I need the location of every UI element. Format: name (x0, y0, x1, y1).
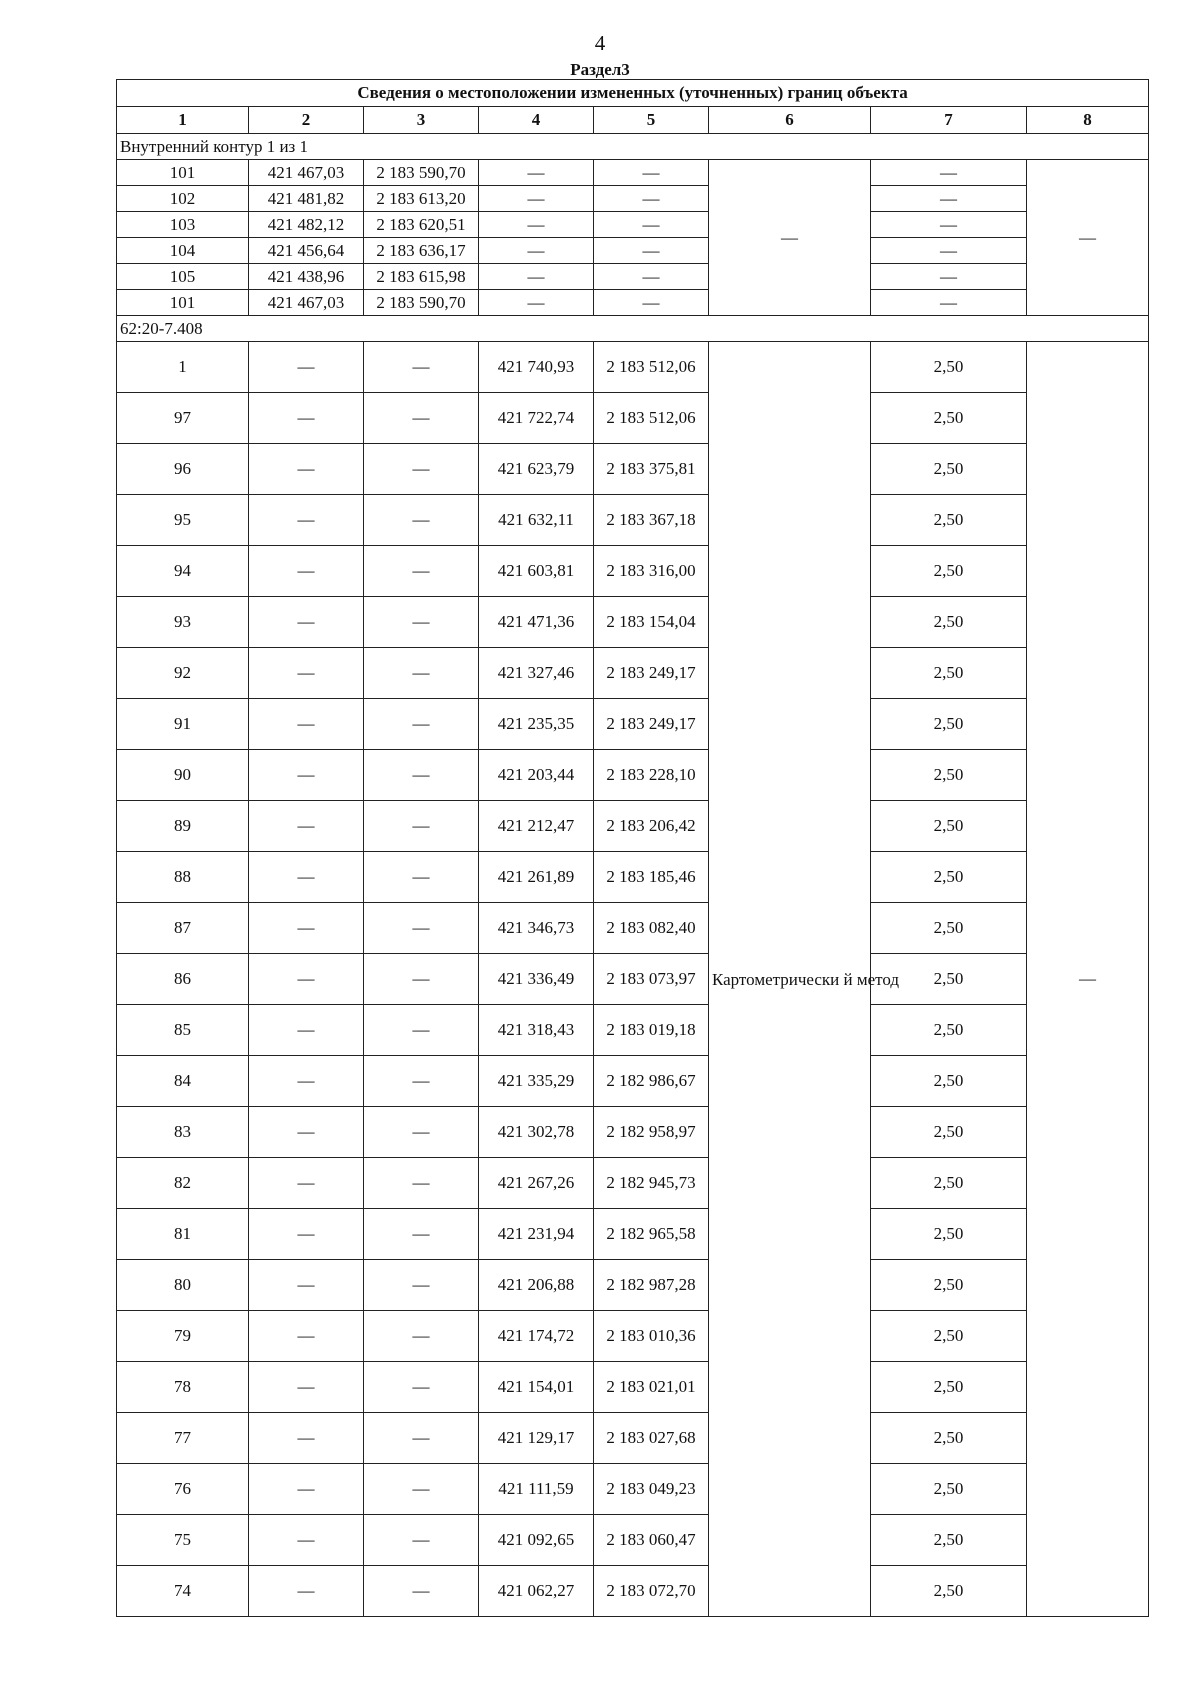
x-old-cell: — (249, 342, 364, 393)
point-number-cell: 104 (117, 238, 249, 264)
x-new-cell: — (479, 238, 594, 264)
table-row (117, 750, 1149, 801)
point-number-cell: 96 (117, 444, 249, 495)
x-coordinate-cell: 421 456,64 (249, 238, 364, 264)
point-number-cell: 84 (117, 1056, 249, 1107)
x-coordinate-cell: 421 206,88 (479, 1260, 594, 1311)
point-number-cell: 85 (117, 1005, 249, 1056)
x-old-cell: — (249, 1413, 364, 1464)
point-number-cell: 101 (117, 160, 249, 186)
table-row (117, 852, 1149, 903)
y-coordinate-cell: 2 182 945,73 (594, 1158, 709, 1209)
y-old-cell: — (364, 1413, 479, 1464)
point-number-cell: 105 (117, 264, 249, 290)
point-number-cell: 86 (117, 954, 249, 1005)
table-row (117, 1464, 1149, 1515)
x-old-cell: — (249, 648, 364, 699)
accuracy-cell: 2,50 (871, 546, 1027, 597)
column-number: 7 (871, 107, 1027, 134)
table-row (117, 1566, 1149, 1617)
table-row (117, 160, 1149, 186)
y-old-cell: — (364, 1311, 479, 1362)
column-number: 1 (117, 107, 249, 134)
accuracy-cell: — (871, 264, 1027, 290)
x-coordinate-cell: 421 438,96 (249, 264, 364, 290)
note-cell: — (1027, 342, 1149, 1617)
accuracy-cell: 2,50 (871, 801, 1027, 852)
x-coordinate-cell: 421 467,03 (249, 290, 364, 316)
column-number: 3 (364, 107, 479, 134)
column-number: 5 (594, 107, 709, 134)
x-old-cell: — (249, 495, 364, 546)
accuracy-cell: 2,50 (871, 1056, 1027, 1107)
table-row (117, 648, 1149, 699)
y-old-cell: — (364, 1209, 479, 1260)
y-old-cell: — (364, 1515, 479, 1566)
y-old-cell: — (364, 444, 479, 495)
column-number: 6 (709, 107, 871, 134)
y-coordinate-cell: 2 183 636,17 (364, 238, 479, 264)
accuracy-cell: 2,50 (871, 342, 1027, 393)
x-coordinate-cell: 421 261,89 (479, 852, 594, 903)
y-coordinate-cell: 2 183 512,06 (594, 393, 709, 444)
y-coordinate-cell: 2 183 060,47 (594, 1515, 709, 1566)
accuracy-cell: 2,50 (871, 1362, 1027, 1413)
x-new-cell: — (479, 160, 594, 186)
x-coordinate-cell: 421 129,17 (479, 1413, 594, 1464)
accuracy-cell: 2,50 (871, 1311, 1027, 1362)
x-old-cell: — (249, 1311, 364, 1362)
accuracy-cell: 2,50 (871, 1209, 1027, 1260)
x-old-cell: — (249, 1005, 364, 1056)
x-old-cell: — (249, 546, 364, 597)
x-old-cell: — (249, 1158, 364, 1209)
point-number-cell: 76 (117, 1464, 249, 1515)
x-old-cell: — (249, 597, 364, 648)
x-old-cell: — (249, 1515, 364, 1566)
x-coordinate-cell: 421 302,78 (479, 1107, 594, 1158)
point-number-cell: 87 (117, 903, 249, 954)
x-old-cell: — (249, 852, 364, 903)
x-coordinate-cell: 421 267,26 (479, 1158, 594, 1209)
table-row (117, 1515, 1149, 1566)
accuracy-cell: 2,50 (871, 1158, 1027, 1209)
x-coordinate-cell: 421 467,03 (249, 160, 364, 186)
y-coordinate-cell: 2 183 021,01 (594, 1362, 709, 1413)
point-number-cell: 74 (117, 1566, 249, 1617)
accuracy-cell: 2,50 (871, 444, 1027, 495)
y-coordinate-cell: 2 183 512,06 (594, 342, 709, 393)
x-coordinate-cell: 421 740,93 (479, 342, 594, 393)
table-row (117, 546, 1149, 597)
x-old-cell: — (249, 750, 364, 801)
y-coordinate-cell: 2 183 620,51 (364, 212, 479, 238)
point-number-cell: 77 (117, 1413, 249, 1464)
point-number-cell: 102 (117, 186, 249, 212)
accuracy-cell: 2,50 (871, 1566, 1027, 1617)
x-old-cell: — (249, 1260, 364, 1311)
y-new-cell: — (594, 160, 709, 186)
point-number-cell: 81 (117, 1209, 249, 1260)
y-old-cell: — (364, 801, 479, 852)
y-coordinate-cell: 2 183 027,68 (594, 1413, 709, 1464)
table-row (117, 444, 1149, 495)
table-row (117, 1005, 1149, 1056)
page-number: 4 (594, 31, 606, 55)
x-coordinate-cell: 421 471,36 (479, 597, 594, 648)
table-row (117, 186, 1149, 212)
x-coordinate-cell: 421 722,74 (479, 393, 594, 444)
y-old-cell: — (364, 954, 479, 1005)
accuracy-cell: 2,50 (871, 1260, 1027, 1311)
y-coordinate-cell: 2 183 590,70 (364, 160, 479, 186)
x-coordinate-cell: 421 327,46 (479, 648, 594, 699)
accuracy-cell: 2,50 (871, 699, 1027, 750)
point-number-cell: 83 (117, 1107, 249, 1158)
y-coordinate-cell: 2 183 367,18 (594, 495, 709, 546)
accuracy-cell: 2,50 (871, 1515, 1027, 1566)
table-row (117, 495, 1149, 546)
table-body (117, 134, 1149, 1617)
y-old-cell: — (364, 597, 479, 648)
x-coordinate-cell: 421 092,65 (479, 1515, 594, 1566)
y-coordinate-cell: 2 182 965,58 (594, 1209, 709, 1260)
x-old-cell: — (249, 903, 364, 954)
x-old-cell: — (249, 699, 364, 750)
y-coordinate-cell: 2 183 019,18 (594, 1005, 709, 1056)
y-old-cell: — (364, 1107, 479, 1158)
table-row (117, 801, 1149, 852)
point-number-cell: 78 (117, 1362, 249, 1413)
table-row (117, 699, 1149, 750)
table-row (117, 342, 1149, 393)
point-number-cell: 95 (117, 495, 249, 546)
x-old-cell: — (249, 1056, 364, 1107)
inner-contour-label: Внутренний контур 1 из 1 (117, 134, 1149, 160)
table-row (117, 1311, 1149, 1362)
column-number: 8 (1027, 107, 1149, 134)
y-coordinate-cell: 2 183 375,81 (594, 444, 709, 495)
y-coordinate-cell: 2 183 185,46 (594, 852, 709, 903)
x-coordinate-cell: 421 481,82 (249, 186, 364, 212)
point-number-cell: 88 (117, 852, 249, 903)
point-number-cell: 94 (117, 546, 249, 597)
y-coordinate-cell: 2 182 987,28 (594, 1260, 709, 1311)
accuracy-cell: — (871, 186, 1027, 212)
x-coordinate-cell: 421 062,27 (479, 1566, 594, 1617)
contour-label-row (117, 316, 1149, 342)
x-old-cell: — (249, 801, 364, 852)
accuracy-cell: — (871, 160, 1027, 186)
y-old-cell: — (364, 750, 479, 801)
y-old-cell: — (364, 699, 479, 750)
x-coordinate-cell: 421 235,35 (479, 699, 594, 750)
x-coordinate-cell: 421 346,73 (479, 903, 594, 954)
x-old-cell: — (249, 1209, 364, 1260)
y-old-cell: — (364, 1566, 479, 1617)
point-number-cell: 90 (117, 750, 249, 801)
table-row (117, 1107, 1149, 1158)
y-coordinate-cell: 2 183 073,97 (594, 954, 709, 1005)
y-old-cell: — (364, 1158, 479, 1209)
y-coordinate-cell: 2 183 615,98 (364, 264, 479, 290)
y-old-cell: — (364, 1362, 479, 1413)
accuracy-cell: 2,50 (871, 648, 1027, 699)
y-new-cell: — (594, 264, 709, 290)
x-new-cell: — (479, 212, 594, 238)
y-coordinate-cell: 2 182 986,67 (594, 1056, 709, 1107)
y-coordinate-cell: 2 183 010,36 (594, 1311, 709, 1362)
point-number-cell: 89 (117, 801, 249, 852)
y-new-cell: — (594, 238, 709, 264)
column-number-row (117, 107, 1149, 134)
point-number-cell: 79 (117, 1311, 249, 1362)
y-new-cell: — (594, 290, 709, 316)
x-coordinate-cell: 421 335,29 (479, 1056, 594, 1107)
y-old-cell: — (364, 342, 479, 393)
table-row (117, 1209, 1149, 1260)
x-old-cell: — (249, 444, 364, 495)
y-coordinate-cell: 2 182 958,97 (594, 1107, 709, 1158)
x-coordinate-cell: 421 154,01 (479, 1362, 594, 1413)
y-old-cell: — (364, 648, 479, 699)
x-coordinate-cell: 421 203,44 (479, 750, 594, 801)
contour-label: 62:20-7.408 (117, 316, 1149, 342)
x-new-cell: — (479, 186, 594, 212)
x-coordinate-cell: 421 111,59 (479, 1464, 594, 1515)
column-number: 2 (249, 107, 364, 134)
table-row (117, 238, 1149, 264)
table-row (117, 1056, 1149, 1107)
x-new-cell: — (479, 290, 594, 316)
x-coordinate-cell: 421 623,79 (479, 444, 594, 495)
y-old-cell: — (364, 1260, 479, 1311)
x-coordinate-cell: 421 318,43 (479, 1005, 594, 1056)
section-title: Раздел3 (570, 60, 630, 79)
table-row (117, 393, 1149, 444)
accuracy-cell: 2,50 (871, 954, 1027, 1005)
x-coordinate-cell: 421 212,47 (479, 801, 594, 852)
y-old-cell: — (364, 1056, 479, 1107)
x-coordinate-cell: 421 482,12 (249, 212, 364, 238)
x-coordinate-cell: 421 336,49 (479, 954, 594, 1005)
y-coordinate-cell: 2 183 206,42 (594, 801, 709, 852)
y-coordinate-cell: 2 183 249,17 (594, 648, 709, 699)
y-old-cell: — (364, 1005, 479, 1056)
accuracy-cell: 2,50 (871, 1413, 1027, 1464)
accuracy-cell: 2,50 (871, 393, 1027, 444)
point-number-cell: 101 (117, 290, 249, 316)
table-row (117, 954, 1149, 1005)
x-old-cell: — (249, 393, 364, 444)
table-title: Сведения о местоположении измененных (уточненных) границ объекта (117, 80, 1149, 107)
accuracy-cell: 2,50 (871, 1005, 1027, 1056)
table-row (117, 597, 1149, 648)
y-coordinate-cell: 2 183 082,40 (594, 903, 709, 954)
accuracy-cell: 2,50 (871, 903, 1027, 954)
point-number-cell: 82 (117, 1158, 249, 1209)
table-row (117, 212, 1149, 238)
x-new-cell: — (479, 264, 594, 290)
note-cell: — (1027, 160, 1149, 316)
accuracy-cell: 2,50 (871, 750, 1027, 801)
boundary-table (116, 79, 1149, 1617)
y-coordinate-cell: 2 183 249,17 (594, 699, 709, 750)
accuracy-cell: 2,50 (871, 1464, 1027, 1515)
y-old-cell: — (364, 546, 479, 597)
point-number-cell: 103 (117, 212, 249, 238)
table-row (117, 1413, 1149, 1464)
accuracy-cell: — (871, 212, 1027, 238)
accuracy-cell: 2,50 (871, 1107, 1027, 1158)
point-number-cell: 1 (117, 342, 249, 393)
x-old-cell: — (249, 1362, 364, 1413)
y-coordinate-cell: 2 183 613,20 (364, 186, 479, 212)
x-coordinate-cell: 421 603,81 (479, 546, 594, 597)
y-new-cell: — (594, 186, 709, 212)
table-row (117, 1260, 1149, 1311)
y-coordinate-cell: 2 183 228,10 (594, 750, 709, 801)
y-coordinate-cell: 2 183 072,70 (594, 1566, 709, 1617)
x-old-cell: — (249, 1464, 364, 1515)
y-old-cell: — (364, 1464, 479, 1515)
y-coordinate-cell: 2 183 049,23 (594, 1464, 709, 1515)
accuracy-cell: — (871, 290, 1027, 316)
y-coordinate-cell: 2 183 590,70 (364, 290, 479, 316)
accuracy-cell: 2,50 (871, 852, 1027, 903)
x-old-cell: — (249, 1107, 364, 1158)
method-cell: Картометрически й метод (709, 342, 871, 1617)
x-old-cell: — (249, 1566, 364, 1617)
point-number-cell: 93 (117, 597, 249, 648)
y-old-cell: — (364, 393, 479, 444)
table-row (117, 1362, 1149, 1413)
y-new-cell: — (594, 212, 709, 238)
accuracy-cell: 2,50 (871, 495, 1027, 546)
x-old-cell: — (249, 954, 364, 1005)
x-coordinate-cell: 421 632,11 (479, 495, 594, 546)
table-row (117, 290, 1149, 316)
y-old-cell: — (364, 495, 479, 546)
point-number-cell: 92 (117, 648, 249, 699)
point-number-cell: 91 (117, 699, 249, 750)
x-coordinate-cell: 421 174,72 (479, 1311, 594, 1362)
table-row (117, 264, 1149, 290)
accuracy-cell: — (871, 238, 1027, 264)
accuracy-cell: 2,50 (871, 597, 1027, 648)
point-number-cell: 80 (117, 1260, 249, 1311)
column-number: 4 (479, 107, 594, 134)
y-old-cell: — (364, 852, 479, 903)
table-row (117, 903, 1149, 954)
y-old-cell: — (364, 903, 479, 954)
point-number-cell: 97 (117, 393, 249, 444)
table-row (117, 1158, 1149, 1209)
x-coordinate-cell: 421 231,94 (479, 1209, 594, 1260)
y-coordinate-cell: 2 183 316,00 (594, 546, 709, 597)
point-number-cell: 75 (117, 1515, 249, 1566)
method-cell: — (709, 160, 871, 316)
y-coordinate-cell: 2 183 154,04 (594, 597, 709, 648)
